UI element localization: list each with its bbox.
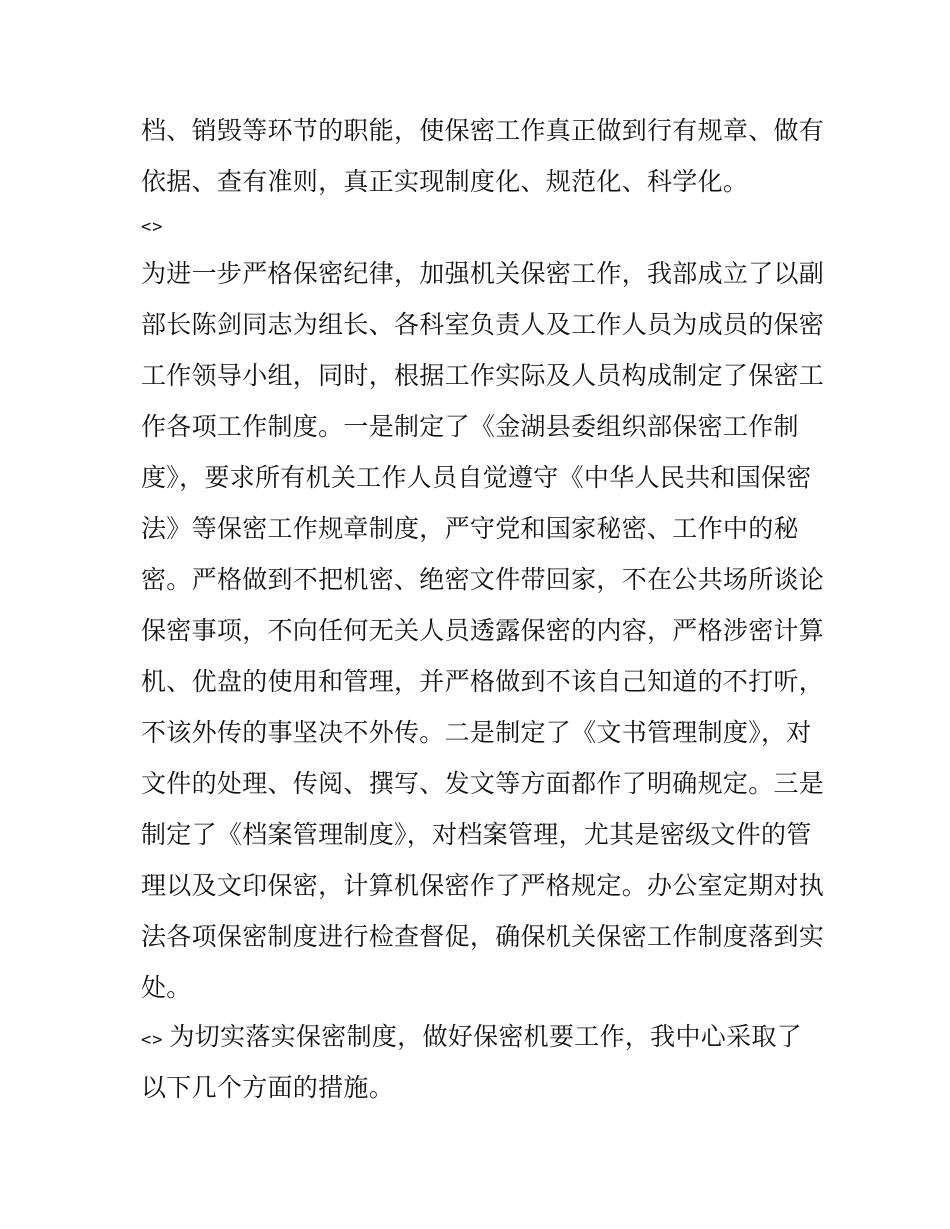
text-line: 机、优盘的使用和管理，并严格做到不该自己知道的不打听， <box>141 667 825 696</box>
text-line: 为进一步严格保密纪律，加强机关保密工作，我部成立了以副 <box>141 259 825 288</box>
text-line: 法各项保密制度进行检查督促，确保机关保密工作制度落到实 <box>141 922 825 951</box>
paragraph-1 <box>141 105 825 207</box>
text-line: 以下几个方面的措施。 <box>141 1073 395 1102</box>
section-marker-1 <box>141 206 821 248</box>
paragraph-2 <box>141 248 825 1013</box>
text-line: 作各项工作制度。一是制定了《金湖县委组织部保密工作制 <box>141 412 799 441</box>
paragraph-3 <box>141 1011 821 1113</box>
text-line: 部长陈剑同志为组长、各科室负责人及工作人员为成员的保密 <box>141 310 825 339</box>
text-line-content: 为切实落实保密制度，做好保密机要工作，我中心采取了 <box>169 1022 802 1051</box>
text-line: 度》，要求所有机关工作人员自觉遵守《中华人民共和国保密 <box>141 463 812 492</box>
text-line: 理以及文印保密，计算机保密作了严格规定。办公室定期对执 <box>141 871 825 900</box>
text-line <box>141 1011 821 1062</box>
section-marker: <> <box>141 217 164 237</box>
text-line: 依据、查有准则，真正实现制度化、规范化、科学化。 <box>141 167 749 196</box>
text-line: 法》等保密工作规章制度，严守党和国家秘密、工作中的秘 <box>141 514 799 543</box>
text-line: 制定了《档案管理制度》，对档案管理，尤其是密级文件的管 <box>141 820 812 849</box>
section-marker: <> <box>141 1030 164 1050</box>
text-line: 保密事项，不向任何无关人员透露保密的内容，严格涉密计算 <box>141 616 825 645</box>
text-line: 处。 <box>141 973 192 1002</box>
text-line: 档、销毁等环节的职能，使保密工作真正做到行有规章、做有 <box>141 116 825 145</box>
text-line: 密。严格做到不把机密、绝密文件带回家，不在公共场所谈论 <box>141 565 825 594</box>
text-line: 不该外传的事坚决不外传。二是制定了《文书管理制度》，对 <box>141 718 812 747</box>
text-line: 文件的处理、传阅、撰写、发文等方面都作了明确规定。三是 <box>141 769 825 798</box>
text-line: 工作领导小组，同时，根据工作实际及人员构成制定了保密工 <box>141 361 825 390</box>
